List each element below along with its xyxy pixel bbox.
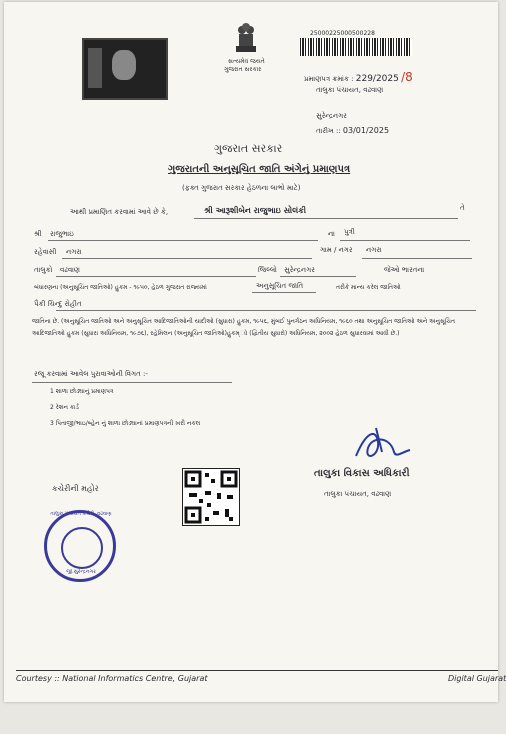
issuing-district: સુરેન્દ્રનગર — [316, 112, 347, 120]
taluka-value: વઢવાણ — [60, 266, 81, 274]
category-underline — [252, 292, 316, 293]
documents-heading: રજૂ કરવામાં આવેલ પુરાવાઓની વિગત :- — [34, 370, 148, 378]
footer-rule — [16, 670, 498, 671]
stamp-inner-ring — [61, 527, 103, 569]
residence-label: રહેવાસી — [34, 248, 57, 256]
national-emblem-icon — [228, 20, 264, 56]
issue-date-row — [316, 126, 389, 136]
relation-value: પુત્રી — [344, 228, 355, 236]
legal-paragraph: જાતિના છે. (અનુસૂચિત જાતિઓ અને અનુસૂચિત આદિજાતિઓની યાદીઓ (સુધારા) હુકમ, ૧૯૫૬, મુંબઈ પુનર્ગઠન અધિનિયમ, ૧૯૬૦ તથા અનુસૂચિત જાતિઓ અને અનુસૂચિત આદિજાતિઓ હુકમ (સુધારા અધિનિયમ, ૧૯૭૬), રહેમિલન (અનુસૂચિત જાતિઓ)હુકમ્ાો (દ્વિતીય સુધારો) અધિનિયમ, ૨૦૦૨ હેઠળ સુધારવામાં આવી છે.) — [32, 318, 455, 337]
name-underline — [194, 218, 458, 219]
certificate-subtitle: (ફક્ત ગુજરાત સરકાર હેઠળના લાભો માટે) — [182, 184, 301, 192]
order-suffix: તરીકે માન્ય કરેલ જાતિઓ — [336, 284, 401, 291]
issue-date-label: તારીખ :: — [316, 127, 341, 135]
relation-underline — [340, 240, 470, 241]
stamp-bottom-text: જી.સુરેન્દ્રનગર — [66, 569, 96, 575]
document-item-3: 3 પિતાજી/ભાઇ/બ્હેન નું શાળા છોડ્યાનાં પ્રમાણપત્રની ખરી નકલ — [50, 420, 201, 427]
footer-credit: Courtesy :: National Informatics Centre, Gujarat — [16, 674, 208, 683]
village-label: ગામ / નગર — [320, 246, 353, 254]
father-label: શ્રી — [34, 230, 42, 238]
footer — [16, 674, 506, 683]
officer-signature — [346, 422, 416, 468]
document-item-2: 2 રેશન કાર્ડ — [50, 404, 79, 411]
district-underline — [280, 276, 356, 277]
caste-category: અનુસૂચિત જાતિ — [256, 282, 304, 290]
father-underline — [48, 240, 318, 241]
officer-designation: તાલુકા વિકાસ અધિકારી — [314, 468, 410, 479]
line1-suffix: તે — [460, 204, 465, 212]
photo-face — [112, 50, 136, 80]
cert-number-value: 229/2025 — [355, 74, 399, 84]
stamp-top-text: તાલુકા પંચાયત કચેરી, વઢવાણ — [50, 511, 112, 517]
office-seal-label: કચેરીની મહોર — [52, 484, 99, 493]
father-name: રાજુભાઇ — [50, 230, 74, 238]
office-stamp — [44, 510, 116, 582]
photo-background-figure — [88, 48, 102, 88]
issuing-office: તાલુકા પંચાયત, વઢવાણ — [316, 86, 384, 94]
district-value: સુરેન્દ્રનગર — [284, 266, 315, 274]
certificate-title: ગુજરાતની અનુસૂચિત જાતિ અંગેનું પ્રમાણપત્ર — [168, 164, 351, 175]
village-value: નગરા — [366, 246, 382, 254]
officer-office: તાલુકા પંચાયત, વઢવાણ — [324, 490, 392, 498]
document-item-1: 1 શાળા છોડ્યાનું પ્રમાણપત્ર — [50, 388, 114, 395]
footer-brand: Digital Gujarat — [448, 674, 506, 683]
district-label: જિલ્લો — [258, 266, 277, 274]
applicant-name: શ્રી આરૂશીબેન રાજુભાઇ સોલંકી — [204, 206, 307, 215]
cert-number-row — [304, 70, 413, 84]
caste-underline — [56, 310, 476, 311]
gov-heading: ગુજરાત સરકાર — [214, 142, 283, 155]
cert-number-label: પ્રમાણપત્ર ક્રમાંક : — [304, 75, 354, 83]
order-text: બંધારણના (અનુસૂચિત જાતિઓ) હુકમ - ૧૯૫૦, હેઠળ ગુજરાત રાજ્યમાં — [34, 284, 207, 291]
cert-number-handwritten: /8 — [401, 70, 413, 84]
relation-label: ના — [328, 230, 335, 238]
state-suffix: જેઓ ભારતના — [384, 266, 425, 274]
issue-date-value: 03/01/2025 — [342, 126, 390, 135]
emblem-caption: સત્યમેવ જયતે — [228, 58, 265, 65]
residence-underline — [62, 258, 312, 259]
applicant-photo — [82, 38, 168, 100]
barcode-number: 25000225000500228 — [310, 30, 375, 37]
residence-value: નગરા — [66, 248, 82, 256]
emblem-gov-label: ગુજરાત સરકાર — [224, 66, 262, 73]
taluka-underline — [56, 276, 256, 277]
certificate-page — [4, 2, 506, 702]
qr-code-pattern — [183, 469, 239, 525]
barcode — [300, 38, 412, 56]
qr-code — [182, 468, 240, 526]
certify-label: આથી પ્રમાણિત કરવામાં આવે છે કે, — [70, 208, 169, 216]
village-underline — [362, 258, 472, 259]
documents-heading-underline — [32, 382, 232, 383]
caste-name: પૈકી ચિન્દુ રોહીત — [34, 300, 82, 308]
taluka-label: તાલુકો — [34, 266, 53, 274]
